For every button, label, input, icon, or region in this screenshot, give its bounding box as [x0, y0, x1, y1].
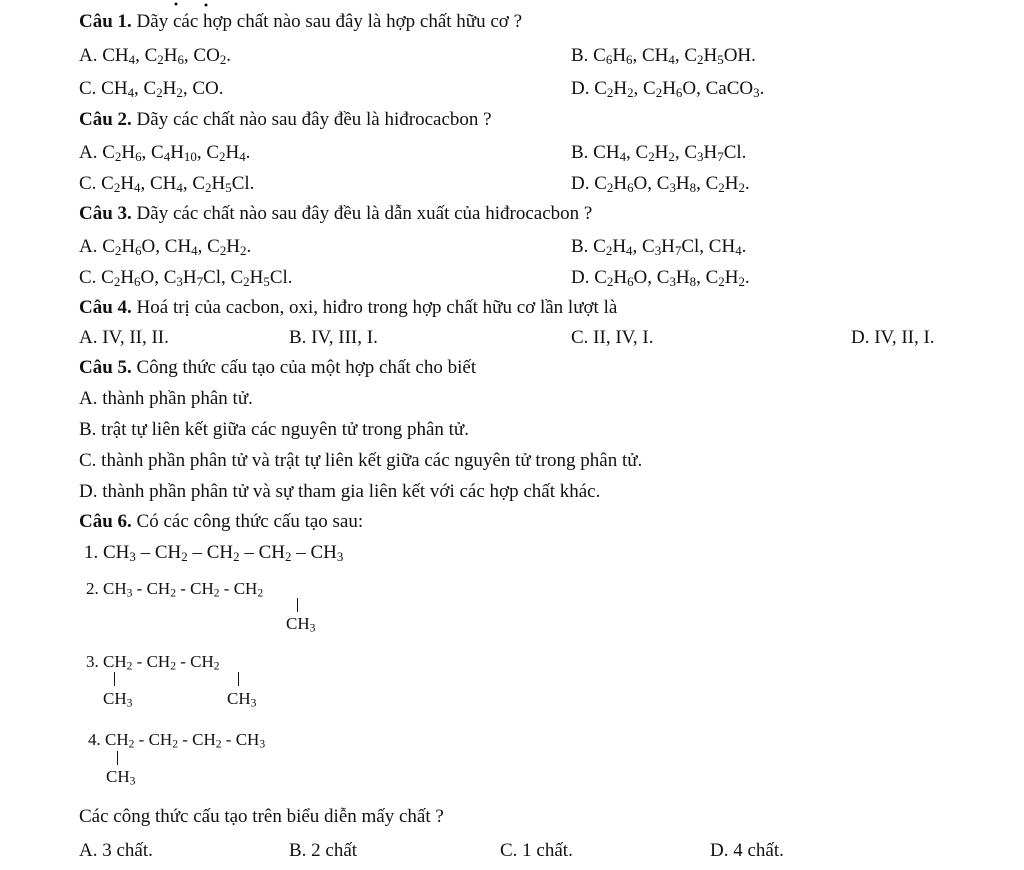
q3-option-d[interactable]: D. $C_2H_6O$, $C_3H_8$, $C_2H_2$. [571, 267, 750, 289]
q1-option-b[interactable]: B. $C_6H_6$, $CH_4$, $C_2H_5OH$. [571, 45, 756, 67]
q1-option-a[interactable]: A. $CH_4$, $C_2H_6$, $CO_2$. [79, 45, 232, 67]
q3-option-c[interactable]: C. $C_2H_6O$, $C_3H_7Cl$, $C_2H_5Cl$. [79, 267, 293, 289]
question-2 [79, 109, 492, 131]
question-6-question: Các công thức cấu tạo trên biểu diễn mấy chất ? [79, 806, 444, 827]
q2-option-d[interactable]: D. $C_2H_6O$, $C_3H_8$, $C_2H_2$. [571, 173, 750, 195]
formula-3-branch-2: $CH_3$ [227, 689, 257, 710]
formula-4-main: 4. $CH_2 - CH_2 - CH_2 - CH_3$ [88, 730, 266, 751]
q5-option-b[interactable]: B. trật tự liên kết giữa các nguyên tử trong phân tử. [79, 419, 469, 440]
q6-option-d[interactable]: D. 4 chất. [710, 840, 784, 861]
q4-option-a[interactable]: A. IV, II, II. [79, 327, 169, 348]
question-5-text: Công thức cấu tạo của một hợp chất cho biết [136, 357, 477, 378]
formula-2-main: 2. $CH_3 - CH_2 - CH_2 - CH_2$ [86, 579, 264, 600]
question-6-label: Câu 6. [79, 511, 132, 532]
q5-option-c[interactable]: C. thành phần phân tử và trật tự liên kết giữa các nguyên tử trong phân tử. [79, 450, 643, 471]
formula-1: 1. $CH_3 - CH_2 - CH_2 - CH_2 - CH_3$ [84, 542, 344, 564]
question-6-text: Có các công thức cấu tạo sau: [136, 511, 364, 532]
question-3-label: Câu 3. [79, 203, 132, 224]
question-3-text: Dãy các chất nào sau đây đều là dẫn xuất của hiđrocacbon ? [136, 203, 593, 224]
q4-option-d[interactable]: D. IV, II, I. [851, 327, 935, 348]
question-5 [79, 357, 476, 379]
formula-2-bond [297, 598, 298, 612]
top-dots [0, 0, 1024, 10]
q4-option-b[interactable]: B. IV, III, I. [289, 327, 378, 348]
question-1-label: Câu 1. [79, 11, 132, 32]
formula-4-branch: $CH_3$ [106, 767, 136, 788]
q5-option-a[interactable]: A. thành phần phân tử. [79, 388, 253, 409]
formula-3-branch-1: $CH_3$ [103, 689, 133, 710]
formula-3-main: 3. $CH_2 - CH_2 - CH_2$ [86, 652, 220, 673]
question-5-label: Câu 5. [79, 357, 132, 378]
question-4-text: Hoá trị của cacbon, oxi, hiđro trong hợp chất hữu cơ lần lượt là [136, 297, 618, 318]
q1-option-d[interactable]: D. $C_2H_2$, $C_2H_6O$, CaCO$_3$. [571, 78, 765, 100]
question-2-text: Dãy các chất nào sau đây đều là hiđrocacbon ? [136, 109, 492, 130]
q4-option-c[interactable]: C. II, IV, I. [571, 327, 654, 348]
question-1-text: Dãy các hợp chất nào sau đây là hợp chất hữu cơ ? [136, 11, 523, 32]
formula-3-bond-2 [238, 672, 239, 686]
q3-option-b[interactable]: B. $C_2H_4$, $C_3H_7Cl$, $CH_4$. [571, 236, 747, 258]
q2-option-c[interactable]: C. $C_2H_4$, $CH_4$, $C_2H_5Cl$. [79, 173, 255, 195]
question-4 [79, 297, 617, 319]
q6-option-a[interactable]: A. 3 chất. [79, 840, 153, 861]
formula-4-bond [117, 751, 118, 765]
formula-3-bond-1 [114, 672, 115, 686]
question-6 [79, 511, 363, 533]
question-1 [79, 11, 522, 33]
q2-option-a[interactable]: A. $C_2H_6$, $C_4H_{10}$, $C_2H_4$. [79, 142, 251, 164]
question-3 [79, 203, 592, 225]
q6-option-b[interactable]: B. 2 chất [289, 840, 358, 861]
q5-option-d[interactable]: D. thành phần phân tử và sự tham gia liên kết với các hợp chất khác. [79, 481, 601, 502]
q6-option-c[interactable]: C. 1 chất. [500, 840, 573, 861]
q2-option-b[interactable]: B. $CH_4$, $C_2H_2$, $C_3H_7Cl$. [571, 142, 747, 164]
q3-option-a[interactable]: A. $C_2H_6O$, $CH_4$, $C_2H_2$. [79, 236, 252, 258]
question-2-label: Câu 2. [79, 109, 132, 130]
question-4-label: Câu 4. [79, 297, 132, 318]
q1-option-c[interactable]: C. $CH_4$, $C_2H_2$, CO. [79, 78, 224, 100]
formula-2-branch: $CH_3$ [286, 614, 316, 635]
